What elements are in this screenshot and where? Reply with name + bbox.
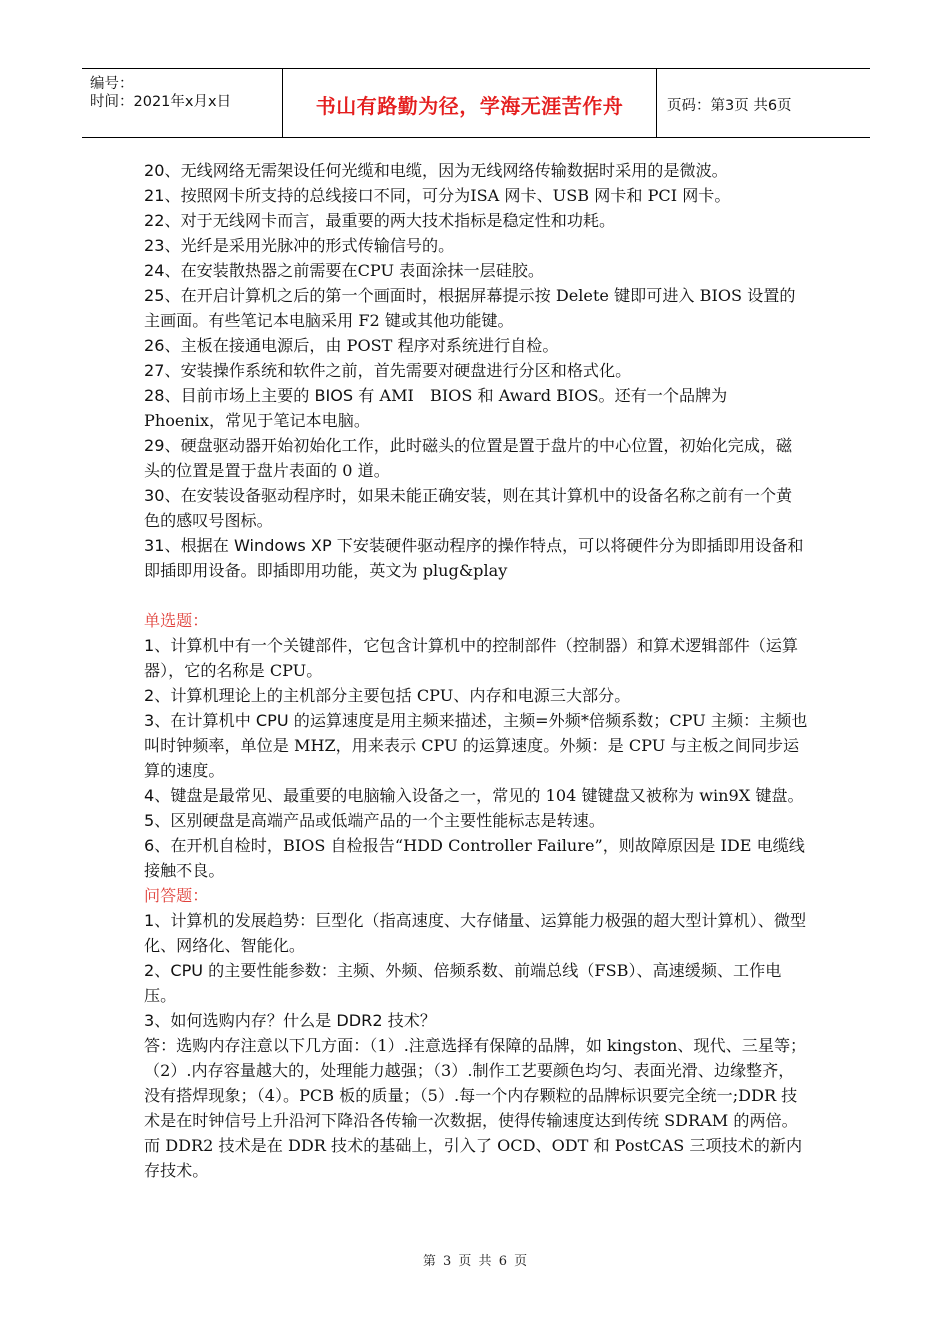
question-lead: 30、在安装设备驱动程序时，如果未能正确安装，则在其计算机中的设备名称之前有一个 bbox=[144, 486, 777, 505]
question-item bbox=[144, 258, 808, 283]
question-answer: CPU、内存和电源三大部分。 bbox=[411, 686, 631, 705]
question-lead: 22、对于无线网卡而言， bbox=[144, 211, 326, 230]
question-lead: 1、计算机中有一个关键部件， bbox=[144, 636, 364, 655]
question-item bbox=[144, 533, 808, 583]
question-answer: 它包含计算机中的控制部件（控制器）和算术逻辑部件（运算器），它的名称是 CPU。 bbox=[144, 636, 798, 680]
question-lead: 4、键盘是 bbox=[144, 786, 219, 805]
header-page-cell bbox=[657, 69, 870, 137]
header-meta-cell bbox=[82, 69, 283, 137]
question-item bbox=[144, 908, 808, 958]
question-item bbox=[144, 158, 808, 183]
question-lead: 21、按照网卡所支持的总线接口不同，可分为 bbox=[144, 186, 471, 205]
question-lead: 3、如何选购内存？什么是 DDR2 技术？ bbox=[144, 1011, 436, 1030]
number-label: 编号： bbox=[90, 76, 134, 92]
question-item bbox=[144, 633, 808, 683]
single-choice-heading: 单选题： bbox=[144, 611, 209, 630]
question-answer: 最重要的两大技术指标是稳定性和功耗。 bbox=[325, 211, 616, 230]
question-answer: 最常见、最重要的电脑输入设备之一，常见的 104 键键盘又被称为 win9X 键盘。 bbox=[218, 786, 804, 805]
question-answer: CPU 表面涂抹一层硅胶。 bbox=[357, 261, 544, 280]
question-lead: 27、安装操作系统和软件之前， bbox=[144, 361, 374, 380]
question-answer: AMI BIOS 和 Award BIOS。还有一个品牌为 Phoenix，常见于笔记本电脑。 bbox=[144, 386, 728, 430]
question-item bbox=[144, 1033, 808, 1183]
question-answer: 微波。 bbox=[679, 161, 728, 180]
motto: 书山有路勤为径，学海无涯苦作舟 bbox=[315, 94, 624, 118]
question-answer: 由 POST 程序对系统进行自检。 bbox=[325, 336, 559, 355]
question-answer: BIOS 自检报告“HDD Controller Failure”，则故障原因是 IDE 电缆线接触不良。 bbox=[144, 836, 805, 880]
question-answer: 主频来描述，主频=外频*倍频系数；CPU 主频：主频也叫时钟频率，单位是 MHZ，用来表示 CPU 的运算速度。外频：是 CPU 与主板之间同步运算的速度。 bbox=[144, 711, 808, 780]
question-lead: 29、硬盘驱动器开始初始化工作， bbox=[144, 436, 390, 455]
fill-blank-section bbox=[144, 158, 808, 583]
question-answer: 即插即用设备和即插即用设备。即插即用功能，英文为 plug&play bbox=[144, 536, 804, 580]
single-choice-section bbox=[144, 633, 808, 883]
question-item bbox=[144, 233, 808, 258]
question-item bbox=[144, 708, 808, 783]
qa-section bbox=[144, 908, 808, 1183]
question-lead: 3、在计算机中 CPU 的运算速度是用 bbox=[144, 711, 407, 730]
question-answer: 巨型化（指高速度、大存储量、运算能力极强的超大型计算机）、微型化、网络化、智能化。 bbox=[144, 911, 807, 955]
question-item bbox=[144, 683, 808, 708]
question-lead: 26、主板在接通电源后， bbox=[144, 336, 326, 355]
page-header bbox=[82, 68, 870, 138]
question-item bbox=[144, 483, 808, 533]
question-item bbox=[144, 383, 808, 433]
question-item bbox=[144, 283, 808, 333]
page-footer: 第 3 页 共 6 页 bbox=[422, 1254, 528, 1269]
question-answer: 主频、外频、倍频系数、前端总线（FSB）、高速缓频、工作电压。 bbox=[144, 961, 782, 1005]
question-item bbox=[144, 808, 808, 833]
question-answer: 黄色的感叹号图标。 bbox=[144, 486, 793, 530]
question-lead: 5、区别硬盘是高端产品或低端产品的一个主要性能标志是 bbox=[144, 811, 557, 830]
question-lead: 25、在开启计算机之后的第一个画面时， bbox=[144, 286, 439, 305]
question-lead: 1、计算机的发展趋势： bbox=[144, 911, 316, 930]
question-item bbox=[144, 208, 808, 233]
question-item bbox=[144, 958, 808, 1008]
question-item bbox=[144, 433, 808, 483]
question-lead: 20、无线网络无需架设任何光缆和电缆，因为无线网络传输数据时采用的是 bbox=[144, 161, 680, 180]
question-item bbox=[144, 183, 808, 208]
qa-heading: 问答题： bbox=[144, 886, 209, 905]
question-lead: 2、计算机理论上的主机部分主要包括 bbox=[144, 686, 412, 705]
question-item bbox=[144, 333, 808, 358]
question-answer: 根据屏幕提示按 Delete 键即可进入 BIOS 设置的主画面。有些笔记本电脑采用 F2 键或其他功能键。 bbox=[144, 286, 796, 330]
page-info: 页码：第3页 共6页 bbox=[667, 98, 792, 114]
question-answer: ISA 网卡、USB 网卡和 PCI 网卡。 bbox=[470, 186, 731, 205]
question-answer: 答：选购内存注意以下几方面：（1）.注意选择有保障的品牌，如 kingston、现代、三星等；（2）.内存容量越大的，处理能力越强；（3）.制作工艺要颜色均匀、表面光滑、边缘整齐，没有搭焊现象；（4）。PCB 板的质量；（5）.每一个内存颗粒的品牌标识要完全统一;DDR 技术是在时钟信号上升沿河下降沿各传输一次数据，使得传输速度达到传统 SDRAM 的两倍。而 DDR2 技术是在 DDR 技术的基础上，引入了 OCD、ODT 和 PostCAS 三项技术的新内存技术。 bbox=[144, 1036, 807, 1180]
header-motto-cell bbox=[283, 69, 657, 137]
question-lead: 24、在安装散热器之前需要在 bbox=[144, 261, 358, 280]
question-lead: 31、根据在 Windows XP 下安装硬件驱动程序的操作特点，可以将硬件分为 bbox=[144, 536, 691, 555]
question-lead: 6、在开机自检时， bbox=[144, 836, 283, 855]
question-item bbox=[144, 783, 808, 808]
question-lead: 28、目前市场上主要的 BIOS 有 bbox=[144, 386, 375, 405]
question-answer: 是采用光脉冲的形式传输信号的。 bbox=[212, 236, 455, 255]
question-item bbox=[144, 833, 808, 883]
time-label: 时间：2021年x月x日 bbox=[90, 94, 232, 110]
question-lead: 2、CPU 的主要性能参数： bbox=[144, 961, 337, 980]
question-lead: 23、光纤 bbox=[144, 236, 213, 255]
spacer bbox=[144, 583, 808, 608]
document-body bbox=[144, 158, 808, 1183]
question-answer: 首先需要对硬盘进行分区和格式化。 bbox=[373, 361, 632, 380]
question-item bbox=[144, 358, 808, 383]
question-item bbox=[144, 1008, 808, 1033]
question-answer: 转速。 bbox=[556, 811, 605, 830]
question-answer: 此时磁头的位置是置于盘片的中心位置，初始化完成，磁头的位置是置于盘片表面的 0 道。 bbox=[144, 436, 793, 480]
